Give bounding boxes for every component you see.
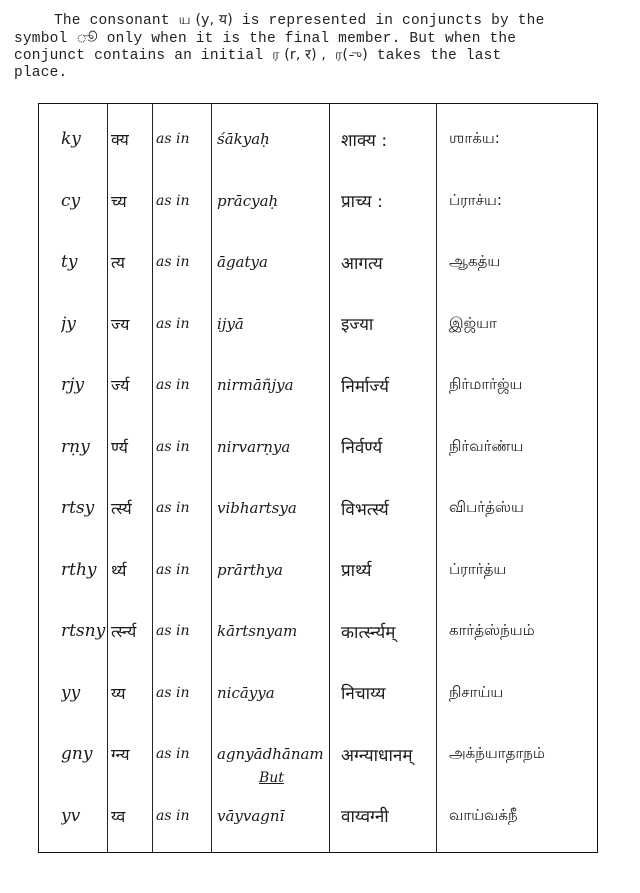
row-devanagari: अग्न्याधानम्	[341, 745, 413, 766]
row-devanagari: विभर्त्स्य	[341, 499, 389, 520]
row-example-word: śākyaḥ	[217, 130, 270, 148]
row-tamil: அக்ந்யாதாநம்	[449, 744, 545, 762]
row-as-in: as in	[156, 561, 190, 578]
row-example-word: prārthya	[217, 560, 283, 579]
row-tamil: ஆகத்ய	[449, 252, 501, 270]
row-roman: rjy	[61, 375, 85, 395]
row-tamil: இஜ்யா	[449, 313, 497, 332]
row-devanagari: शाक्य :	[341, 130, 388, 151]
consonant-ra-glyph: ர (r, र) ,	[272, 47, 327, 63]
row-devanagari: कार्त्स्न्यम्	[341, 622, 396, 643]
row-devanagari: इज्या	[341, 315, 374, 335]
row-conjunct: क्य	[111, 130, 129, 149]
row-as-in: as in	[156, 807, 190, 824]
row-roman: cy	[61, 190, 81, 211]
row-roman: ky	[61, 129, 81, 149]
row-tamil: வாய்வக்நீ	[449, 805, 518, 824]
row-devanagari: निर्वर्ण्य	[341, 438, 383, 458]
table-row	[39, 600, 597, 662]
row-conjunct: र्त्स्न्य	[111, 622, 137, 641]
but-note: But	[259, 770, 284, 786]
row-conjunct: य्य	[111, 683, 126, 703]
row-example-word: ijyā	[217, 314, 244, 333]
intro-text: The consonant	[54, 13, 170, 29]
row-roman: ty	[61, 252, 78, 272]
row-conjunct: ग्न्य	[111, 745, 130, 764]
table-row	[39, 293, 597, 355]
row-tamil: விபர்த்ஸ்ய	[449, 498, 524, 516]
row-devanagari: आगत्य	[341, 253, 383, 274]
row-roman: rtsy	[61, 498, 95, 518]
row-tamil: ஶாக்ய:	[449, 129, 500, 147]
row-tamil: நிர்வர்ண்ய	[449, 436, 524, 455]
row-tamil: ப்ராச்ய:	[449, 190, 502, 209]
row-example-word: nirmāñjya	[217, 376, 294, 394]
row-roman: jy	[61, 313, 76, 334]
table-row	[39, 477, 597, 539]
table-row	[39, 539, 597, 601]
row-conjunct: र्त्स्य	[111, 499, 132, 518]
row-as-in: as in	[156, 254, 190, 270]
conjunct-table	[38, 103, 598, 853]
row-devanagari: वाय्वग्नी	[341, 807, 389, 827]
ra-symbol-glyph: ர(-ு)	[334, 47, 368, 63]
intro-text: conjunct contains an initial	[14, 48, 264, 64]
intro-text: is represented in conjuncts by the	[241, 13, 545, 29]
row-example-word: prācyaḥ	[217, 191, 279, 210]
intro-line-1	[14, 12, 626, 30]
table-row	[39, 354, 597, 416]
row-example-word: āgatya	[217, 253, 268, 271]
row-conjunct: च्य	[111, 191, 127, 211]
row-roman: gny	[61, 744, 93, 764]
row-conjunct: त्य	[111, 253, 125, 272]
intro-line-4: place.	[14, 64, 68, 81]
row-as-in: as in	[156, 377, 190, 393]
table-row	[39, 723, 597, 785]
table-row	[39, 231, 597, 293]
ya-symbol-glyph: ூ	[76, 29, 98, 46]
row-conjunct: र्ण्य	[111, 437, 128, 457]
row-as-in: as in	[156, 131, 190, 147]
row-tamil: கார்த்ஸ்ந்யம்	[449, 621, 535, 639]
row-as-in: as in	[156, 192, 190, 209]
row-roman: rthy	[61, 559, 97, 580]
row-as-in: as in	[156, 315, 190, 332]
row-example-word: nirvarṇya	[217, 437, 291, 456]
row-devanagari: प्राच्य :	[341, 192, 383, 212]
row-conjunct: र्ज्य	[111, 376, 130, 395]
row-conjunct: य्व	[111, 806, 126, 826]
row-as-in: as in	[156, 684, 190, 701]
table-row	[39, 785, 597, 847]
row-tamil: ப்ரார்த்ய	[449, 559, 507, 578]
row-roman: rtsny	[61, 621, 106, 641]
row-conjunct: ज्य	[111, 314, 130, 334]
intro-line-3	[14, 47, 626, 65]
row-tamil: நிர்மார்ஜ்ய	[449, 375, 523, 393]
table-row	[39, 662, 597, 724]
consonant-ya-glyph: ய (y, य)	[178, 12, 233, 28]
row-example-word: agnyādhānam	[217, 745, 324, 763]
intro-text: only when it is the final member. But when the	[106, 30, 517, 47]
row-as-in: as in	[156, 746, 190, 762]
intro-line-2	[14, 30, 626, 48]
intro-paragraph	[14, 12, 626, 81]
row-devanagari: प्रार्थ्य	[341, 561, 372, 581]
table-row	[39, 170, 597, 232]
row-example-word: kārtsnyam	[217, 622, 298, 640]
row-conjunct: र्थ्य	[111, 560, 127, 580]
table-row	[39, 416, 597, 478]
row-example-word: nicāyya	[217, 683, 275, 702]
row-devanagari: निर्मार्ज्य	[341, 376, 389, 397]
intro-text: symbol	[14, 30, 68, 47]
row-example-word: vāyvagnī	[217, 806, 285, 825]
intro-text: takes the last	[376, 48, 502, 64]
row-as-in: as in	[156, 438, 190, 455]
row-devanagari: निचाय्य	[341, 684, 386, 704]
table-row	[39, 108, 597, 170]
row-tamil: நிசாய்ய	[449, 682, 504, 701]
row-roman: yv	[61, 805, 81, 826]
row-roman: yy	[61, 682, 81, 703]
row-example-word: vibhartsya	[217, 499, 297, 517]
row-as-in: as in	[156, 623, 190, 639]
row-as-in: as in	[156, 500, 190, 516]
row-roman: rṇy	[61, 436, 90, 457]
